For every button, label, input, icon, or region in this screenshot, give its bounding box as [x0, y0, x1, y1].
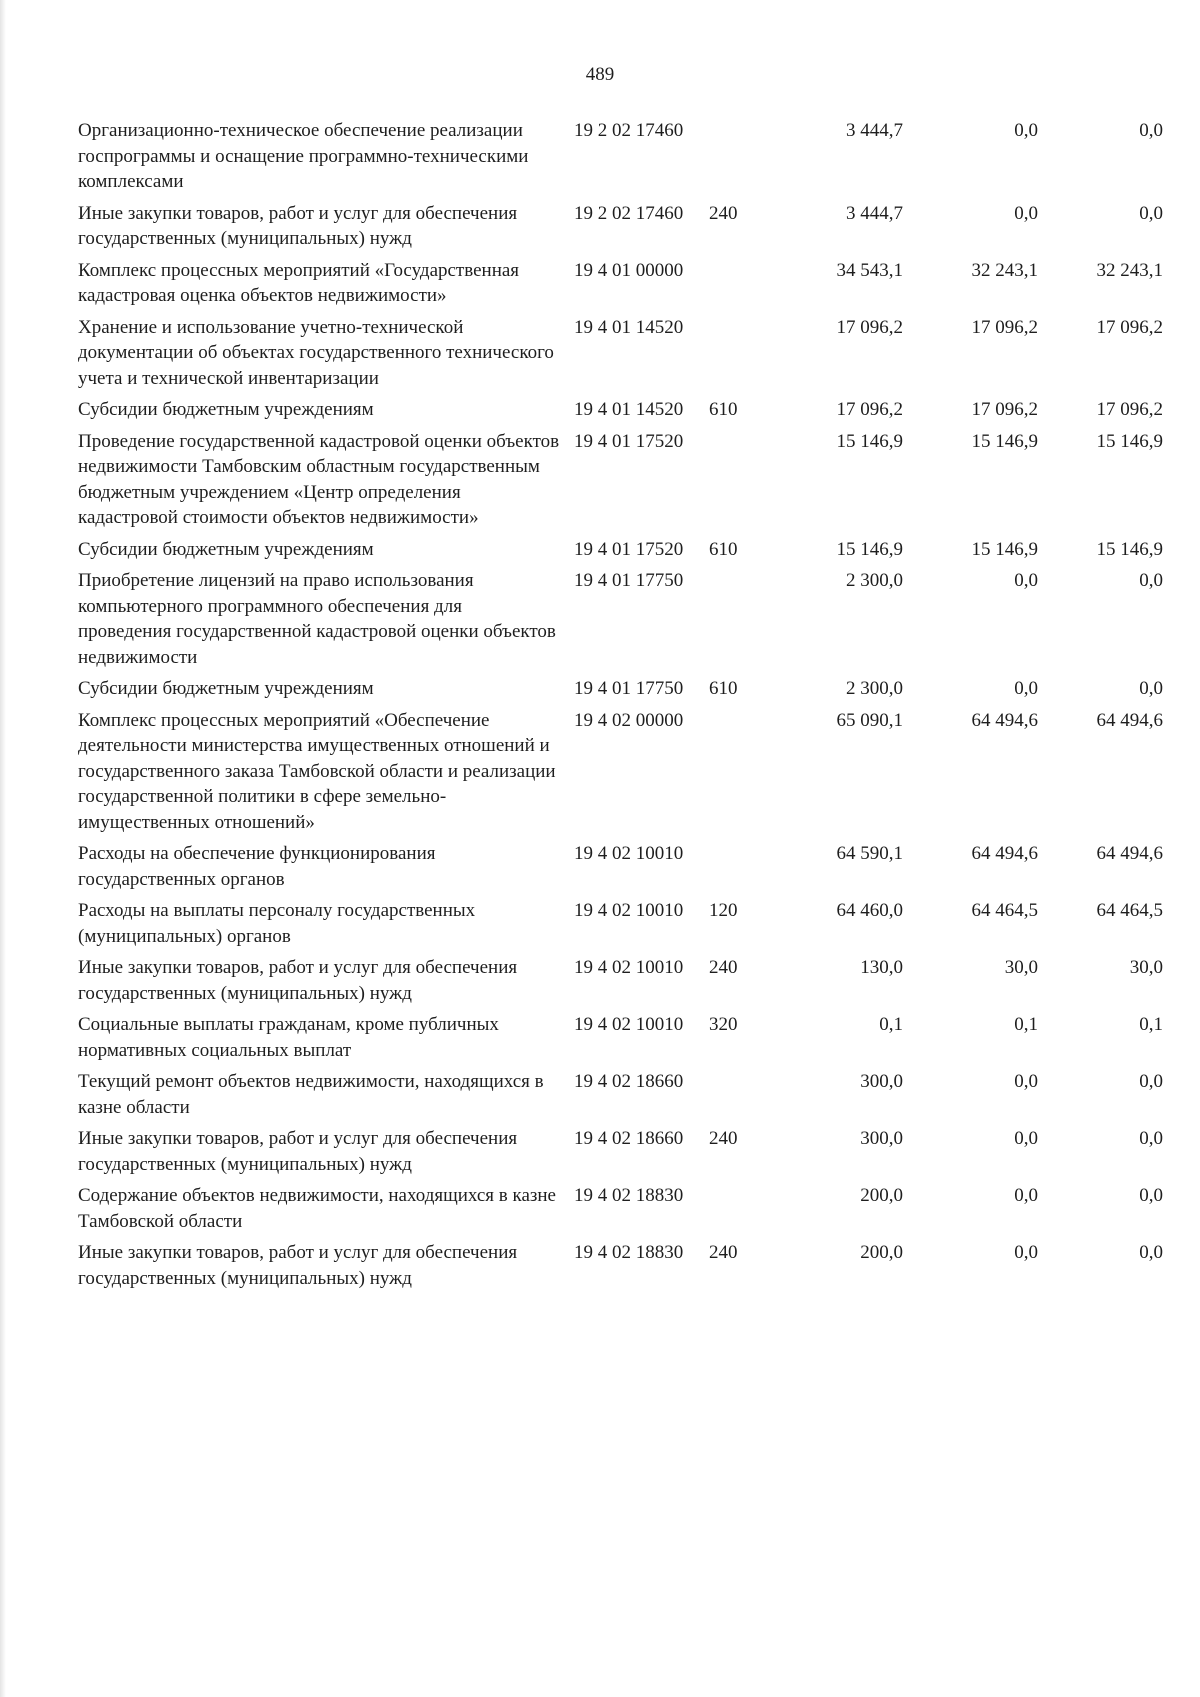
expense-type-code: 240	[709, 202, 738, 224]
expense-type-code: 240	[709, 1242, 738, 1263]
expense-name: Расходы на обеспечение функционирования государственных органов	[78, 843, 436, 890]
expense-type-code	[709, 315, 767, 398]
table-row	[78, 429, 1163, 537]
expense-name: Иные закупки товаров, работ и услуг для обеспечения государственных (муниципальных) нужд	[78, 957, 518, 1004]
expense-type-code: 320	[709, 1014, 738, 1035]
table-row	[78, 1240, 1163, 1297]
expense-type-code	[709, 429, 767, 537]
expense-name: Хранение и использование учетно-технической документации об объектах государственного технического учета и технической инвентаризации	[78, 316, 554, 389]
expense-type-code: 610	[709, 399, 738, 420]
expense-name: Иные закупки товаров, работ и услуг для обеспечения государственных (муниципальных) нужд	[78, 202, 518, 249]
expense-name: Комплекс процессных мероприятий «Государственная кадастровая оценка объектов недвижимости»	[78, 259, 520, 306]
amount-year-2: 64 494,6	[971, 843, 1038, 864]
expense-type-code	[709, 708, 767, 842]
expense-type-code	[709, 1069, 767, 1126]
table-row	[78, 676, 1163, 708]
amount-year-3: 64 494,6	[1096, 843, 1163, 864]
amount-year-2: 0,1	[1014, 1014, 1038, 1035]
target-article-code: 19 2 02 17460	[574, 202, 684, 224]
amount-year-2: 0,0	[1014, 202, 1038, 224]
amount-year-3: 17 096,2	[1096, 399, 1163, 420]
amount-year-3: 0,0	[1139, 1071, 1163, 1092]
target-article-code: 19 4 02 10010	[574, 957, 684, 978]
expense-name: Приобретение лицензий на право использования компьютерного программного обеспечения для проведения государственной кадастровой оценки объектов недвижимости	[78, 570, 556, 668]
expense-name: Комплекс процессных мероприятий «Обеспечение деятельности министерства имущественных отношений и государственного заказа Тамбовской области и реализации государственной политики в сфере земельно-имущественных отношений»	[78, 709, 556, 833]
target-article-code: 19 4 02 10010	[574, 843, 684, 864]
amount-year-2: 0,0	[1014, 1128, 1038, 1149]
amount-year-1: 64 590,1	[836, 843, 903, 864]
amount-year-3: 15 146,9	[1096, 538, 1163, 560]
amount-year-2: 0,0	[1014, 120, 1038, 141]
expense-name: Содержание объектов недвижимости, находящихся в казне Тамбовской области	[78, 1185, 556, 1232]
amount-year-3: 0,0	[1139, 678, 1163, 699]
target-article-code: 19 4 02 18830	[574, 1185, 684, 1206]
amount-year-1: 15 146,9	[836, 430, 903, 452]
expense-name: Субсидии бюджетным учреждениям	[78, 399, 374, 420]
target-article-code: 19 4 02 00000	[574, 709, 684, 731]
table-row	[78, 118, 1163, 201]
expense-name: Субсидии бюджетным учреждениям	[78, 678, 374, 699]
amount-year-2: 0,0	[1014, 1071, 1038, 1092]
amount-year-1: 200,0	[860, 1185, 903, 1206]
amount-year-1: 17 096,2	[836, 399, 903, 420]
target-article-code: 19 4 02 18660	[574, 1071, 684, 1092]
amount-year-3: 0,0	[1139, 202, 1163, 224]
amount-year-3: 0,0	[1139, 120, 1163, 141]
expense-type-code: 120	[709, 900, 738, 921]
table-row	[78, 568, 1163, 676]
target-article-code: 19 4 02 18660	[574, 1128, 684, 1149]
expense-type-code	[709, 258, 767, 315]
target-article-code: 19 4 01 17750	[574, 678, 684, 699]
table-row	[78, 258, 1163, 315]
table-row	[78, 841, 1163, 898]
amount-year-1: 0,1	[879, 1014, 903, 1035]
expense-type-code: 240	[709, 957, 738, 978]
table-row	[78, 315, 1163, 398]
expense-name: Организационно-техническое обеспечение реализации госпрограммы и оснащение программно-техническими комплексами	[78, 120, 529, 192]
amount-year-2: 0,0	[1014, 1242, 1038, 1263]
table-row	[78, 955, 1163, 1012]
amount-year-3: 0,0	[1139, 1128, 1163, 1149]
amount-year-3: 17 096,2	[1096, 316, 1163, 338]
amount-year-2: 64 494,6	[971, 709, 1038, 731]
amount-year-2: 0,0	[1014, 1185, 1038, 1206]
table-row	[78, 708, 1163, 842]
scan-edge	[0, 0, 6, 1697]
expense-name: Текущий ремонт объектов недвижимости, находящихся в казне области	[78, 1071, 544, 1118]
amount-year-1: 200,0	[860, 1242, 903, 1263]
page-number: 489	[585, 64, 615, 85]
expense-name: Субсидии бюджетным учреждениям	[78, 538, 374, 560]
target-article-code: 19 4 01 14520	[574, 316, 684, 338]
amount-year-1: 15 146,9	[836, 538, 903, 560]
expense-name: Социальные выплаты гражданам, кроме публичных нормативных социальных выплат	[78, 1014, 499, 1061]
table-row	[78, 537, 1163, 569]
amount-year-2: 0,0	[1014, 678, 1038, 699]
table-row	[78, 1126, 1163, 1183]
amount-year-2: 17 096,2	[971, 399, 1038, 420]
amount-year-1: 2 300,0	[846, 678, 903, 699]
amount-year-2: 15 146,9	[971, 538, 1038, 560]
expense-type-code	[709, 568, 767, 676]
target-article-code: 19 4 02 18830	[574, 1242, 684, 1263]
target-article-code: 19 2 02 17460	[574, 120, 684, 141]
amount-year-3: 30,0	[1129, 957, 1163, 978]
amount-year-3: 32 243,1	[1096, 259, 1163, 281]
amount-year-3: 15 146,9	[1096, 430, 1163, 452]
amount-year-1: 17 096,2	[836, 316, 903, 338]
amount-year-1: 300,0	[860, 1071, 903, 1092]
amount-year-1: 3 444,7	[846, 202, 903, 224]
amount-year-1: 2 300,0	[846, 570, 903, 591]
table-row	[78, 898, 1163, 955]
amount-year-1: 34 543,1	[836, 259, 903, 281]
expense-type-code: 240	[709, 1128, 738, 1149]
budget-table	[78, 118, 1163, 1297]
amount-year-2: 32 243,1	[971, 259, 1038, 281]
target-article-code: 19 4 01 17520	[574, 430, 684, 452]
expense-type-code	[709, 841, 767, 898]
expense-type-code	[709, 118, 767, 201]
expense-type-code: 610	[709, 678, 738, 699]
table-row	[78, 1012, 1163, 1069]
amount-year-2: 17 096,2	[971, 316, 1038, 338]
expense-name: Иные закупки товаров, работ и услуг для обеспечения государственных (муниципальных) нужд	[78, 1242, 518, 1289]
table-row	[78, 397, 1163, 429]
expense-name: Проведение государственной кадастровой оценки объектов недвижимости Тамбовским областным государственным бюджетным учреждением «Центр определения кадастровой стоимости объектов недвижимости»	[78, 430, 560, 528]
expense-type-code: 610	[709, 538, 738, 560]
amount-year-2: 15 146,9	[971, 430, 1038, 452]
amount-year-1: 300,0	[860, 1128, 903, 1149]
amount-year-3: 0,0	[1139, 1185, 1163, 1206]
amount-year-3: 64 494,6	[1096, 709, 1163, 731]
target-article-code: 19 4 02 10010	[574, 900, 684, 921]
amount-year-2: 0,0	[1014, 570, 1038, 591]
amount-year-1: 65 090,1	[836, 709, 903, 731]
target-article-code: 19 4 01 14520	[574, 399, 684, 420]
amount-year-1: 130,0	[860, 957, 903, 978]
budget-table-body	[78, 118, 1163, 1297]
amount-year-3: 0,0	[1139, 1242, 1163, 1263]
expense-name: Расходы на выплаты персоналу государственных (муниципальных) органов	[78, 900, 476, 947]
amount-year-3: 0,0	[1139, 570, 1163, 591]
table-row	[78, 1183, 1163, 1240]
amount-year-2: 64 464,5	[971, 900, 1038, 921]
expense-name: Иные закупки товаров, работ и услуг для обеспечения государственных (муниципальных) нужд	[78, 1128, 518, 1175]
table-row	[78, 201, 1163, 258]
amount-year-1: 64 460,0	[836, 900, 903, 921]
amount-year-1: 3 444,7	[846, 120, 903, 141]
expense-type-code	[709, 1183, 767, 1240]
amount-year-2: 30,0	[1004, 957, 1038, 978]
table-row	[78, 1069, 1163, 1126]
target-article-code: 19 4 02 10010	[574, 1014, 684, 1035]
target-article-code: 19 4 01 00000	[574, 259, 684, 281]
amount-year-3: 0,1	[1139, 1014, 1163, 1035]
target-article-code: 19 4 01 17750	[574, 570, 684, 591]
target-article-code: 19 4 01 17520	[574, 538, 684, 560]
amount-year-3: 64 464,5	[1096, 900, 1163, 921]
